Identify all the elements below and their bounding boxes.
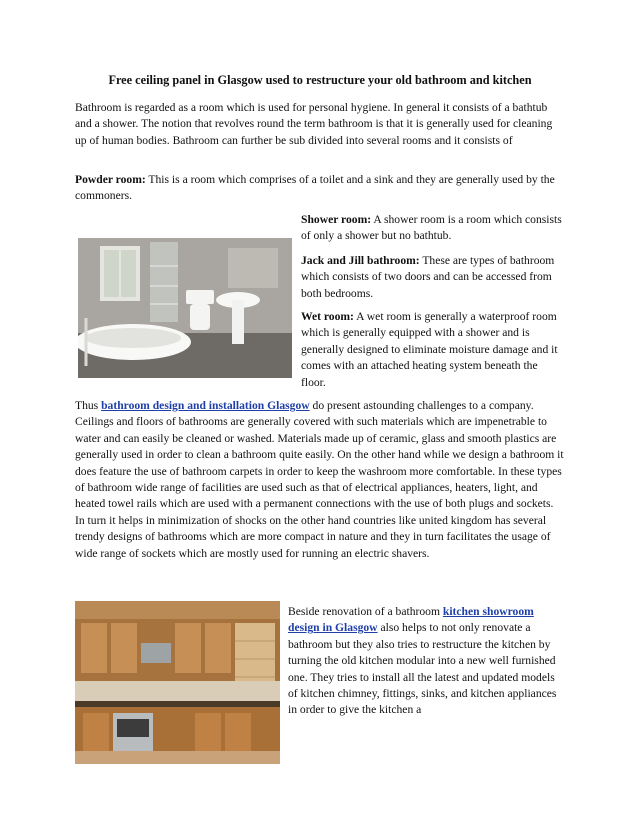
wet-room-term: Wet room: bbox=[301, 310, 354, 323]
kitchen-paragraph bbox=[288, 604, 565, 719]
powder-room-paragraph bbox=[75, 172, 565, 205]
powder-room-text: This is a room which comprises of a toilet and a sink and they are generally used by the commoners. bbox=[75, 173, 555, 203]
jack-and-jill-paragraph bbox=[301, 253, 565, 302]
jack-and-jill-text: These are types of bathroom which consists of two doors and can be accessed from both bedrooms. bbox=[301, 254, 555, 300]
shower-room-term: Shower room: bbox=[301, 213, 372, 226]
kitchen-text: also helps to not only renovate a bathroom but they also tries to restructure the kitchen by turning the old kitchen modular into a new well furnished one. They tries to install all the latest and updated models of kitchen chimney, fittings, sinks, and kitchen appliances in order to give the kitchen a bbox=[288, 621, 557, 717]
kitchen-showroom-link[interactable]: kitchen showroom design in Glasgow bbox=[288, 605, 534, 635]
jack-and-jill-term: Jack and Jill bathroom: bbox=[301, 254, 420, 267]
shower-room-text: A shower room is a room which consists of only a shower but no bathtub. bbox=[301, 213, 562, 243]
design-prefix: Thus bbox=[75, 399, 102, 412]
intro-paragraph: Bathroom is regarded as a room which is used for personal hygiene. In general it consists of a bathtub and a shower. The notion that revolves round the term bathroom is that it is generally used for cleaning up of human bodies. Bathroom can further be sub divided into several rooms and it consists of bbox=[75, 101, 553, 147]
design-paragraph bbox=[75, 398, 565, 562]
shower-room-paragraph bbox=[301, 212, 565, 245]
wet-room-text: A wet room is generally a waterproof room which is generally equipped with a shower and is generally designed to eliminate moisture damage and it comes with an attached heating system beneath the floor. bbox=[301, 310, 558, 389]
kitchen-photo bbox=[75, 601, 280, 764]
bathroom-design-link[interactable]: bathroom design and installation Glasgow bbox=[101, 399, 310, 412]
page-title: Free ceiling panel in Glasgow used to restructure your old bathroom and kitchen bbox=[108, 73, 532, 87]
bathroom-photo bbox=[78, 238, 292, 378]
wet-room-paragraph bbox=[301, 309, 565, 391]
powder-room-term: Powder room: bbox=[75, 173, 146, 186]
kitchen-prefix: Beside renovation of a bathroom bbox=[288, 605, 443, 618]
design-text: do present astounding challenges to a company. Ceilings and floors of bathrooms are generally covered with such materials which are impenetrable to water and can easily be cleaned or washed. Materials made up of ceramic, glass and smooth plastics are generally used in order to clean a bathroom quite easily. On the other hand while we design a bathroom it does feature the use of bathroom carpets in order to keep the washroom more comfortable. In these types of bathroom wide range of facilities are used such as that of electrical appliances, heaters, light, and heated towel rails which are used with a permanent connections with the use of both plugs and sockets. In turn it helps in minimization of shocks on the other hand countries like united kingdom has several trendy designs of bathrooms which are more compact in nature and they in turn facilitates the usage of wide range of sockets which are mostly used for running an electric shavers. bbox=[75, 399, 564, 560]
